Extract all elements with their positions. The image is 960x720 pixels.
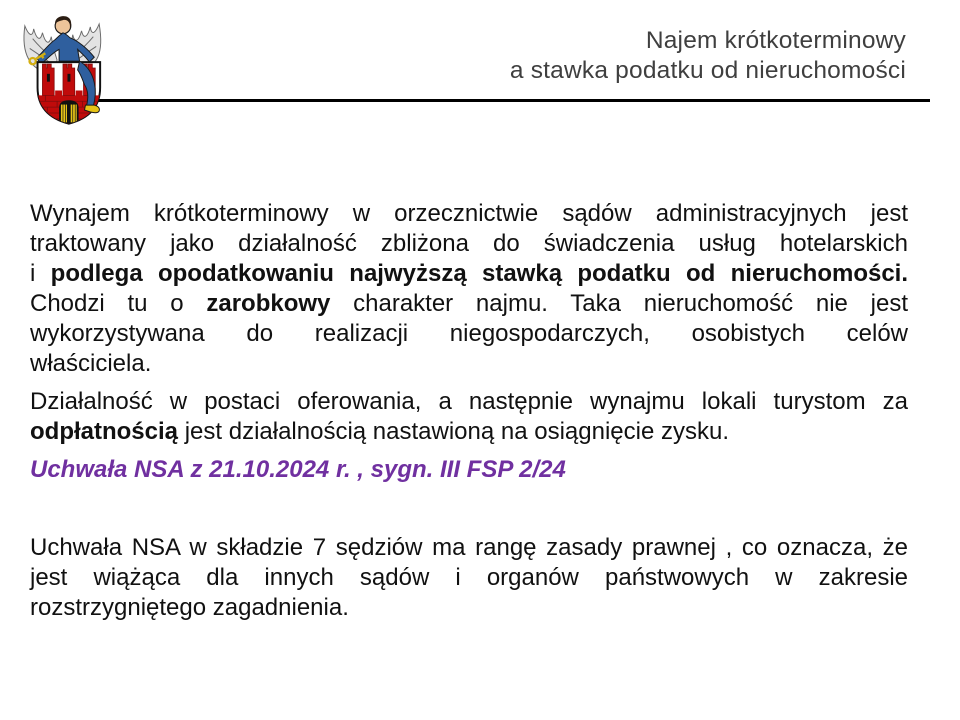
text-line bbox=[30, 387, 908, 417]
text-segment: traktowany jako działalność zbliżona do świadczenia usług hotelarskich bbox=[30, 230, 908, 257]
text-segment: jest wiążąca dla innych sądów i organów państwowych w zakresie bbox=[30, 564, 908, 591]
text-line bbox=[30, 229, 908, 259]
torun-coat-of-arms-icon bbox=[18, 8, 106, 126]
text-segment: i bbox=[30, 260, 51, 287]
text-segment: Działalność w postaci oferowania, a następnie wynajmu lokali turystom za bbox=[30, 388, 908, 415]
paragraph-4 bbox=[30, 533, 908, 623]
paragraph-3-citation bbox=[30, 455, 908, 485]
text-line bbox=[30, 563, 908, 593]
text-segment: jest działalnością nastawioną na osiągnięcie zysku. bbox=[178, 418, 730, 445]
bold-text-segment: zarobkowy bbox=[206, 290, 331, 317]
bold-text-segment: podlega opodatkowaniu najwyższą stawką podatku od nieruchomości. bbox=[50, 260, 909, 287]
text-line bbox=[30, 417, 908, 447]
torun-coat-of-arms-logo bbox=[18, 8, 106, 126]
text-line bbox=[30, 259, 908, 289]
text-line bbox=[30, 593, 908, 623]
text-segment: Wynajem krótkoterminowy w orzecznictwie sądów administracyjnych jest bbox=[30, 200, 908, 227]
content-area bbox=[30, 199, 908, 631]
header-divider-line bbox=[78, 99, 930, 102]
text-segment: charakter najmu. Taka nieruchomość nie jest bbox=[330, 290, 909, 317]
text-line bbox=[30, 455, 908, 485]
text-segment: wykorzystywana do realizacji niegospodarczych, osobistych celów bbox=[30, 320, 908, 347]
paragraph-2 bbox=[30, 387, 908, 447]
bold-text-segment: odpłatnością bbox=[30, 418, 179, 445]
text-segment: rozstrzygniętego zagadnienia. bbox=[30, 594, 349, 621]
text-segment: Uchwała NSA w składzie 7 sędziów ma rangę zasady prawnej , co oznacza, że bbox=[30, 534, 908, 561]
text-line bbox=[30, 349, 908, 379]
text-line bbox=[30, 533, 908, 563]
text-segment: właściciela. bbox=[30, 350, 152, 377]
text-line bbox=[30, 289, 908, 319]
paragraph-1 bbox=[30, 199, 908, 379]
text-line bbox=[30, 199, 908, 229]
text-segment: Chodzi tu o bbox=[30, 290, 207, 317]
slide-title-line1: Najem krótkoterminowy bbox=[645, 27, 906, 54]
slide-title bbox=[510, 26, 906, 86]
slide-title-line2: a stawka podatku od nieruchomości bbox=[509, 57, 906, 84]
text-segment: Uchwała NSA z 21.10.2024 r. , sygn. III FSP 2/24 bbox=[30, 456, 566, 483]
text-line bbox=[30, 319, 908, 349]
